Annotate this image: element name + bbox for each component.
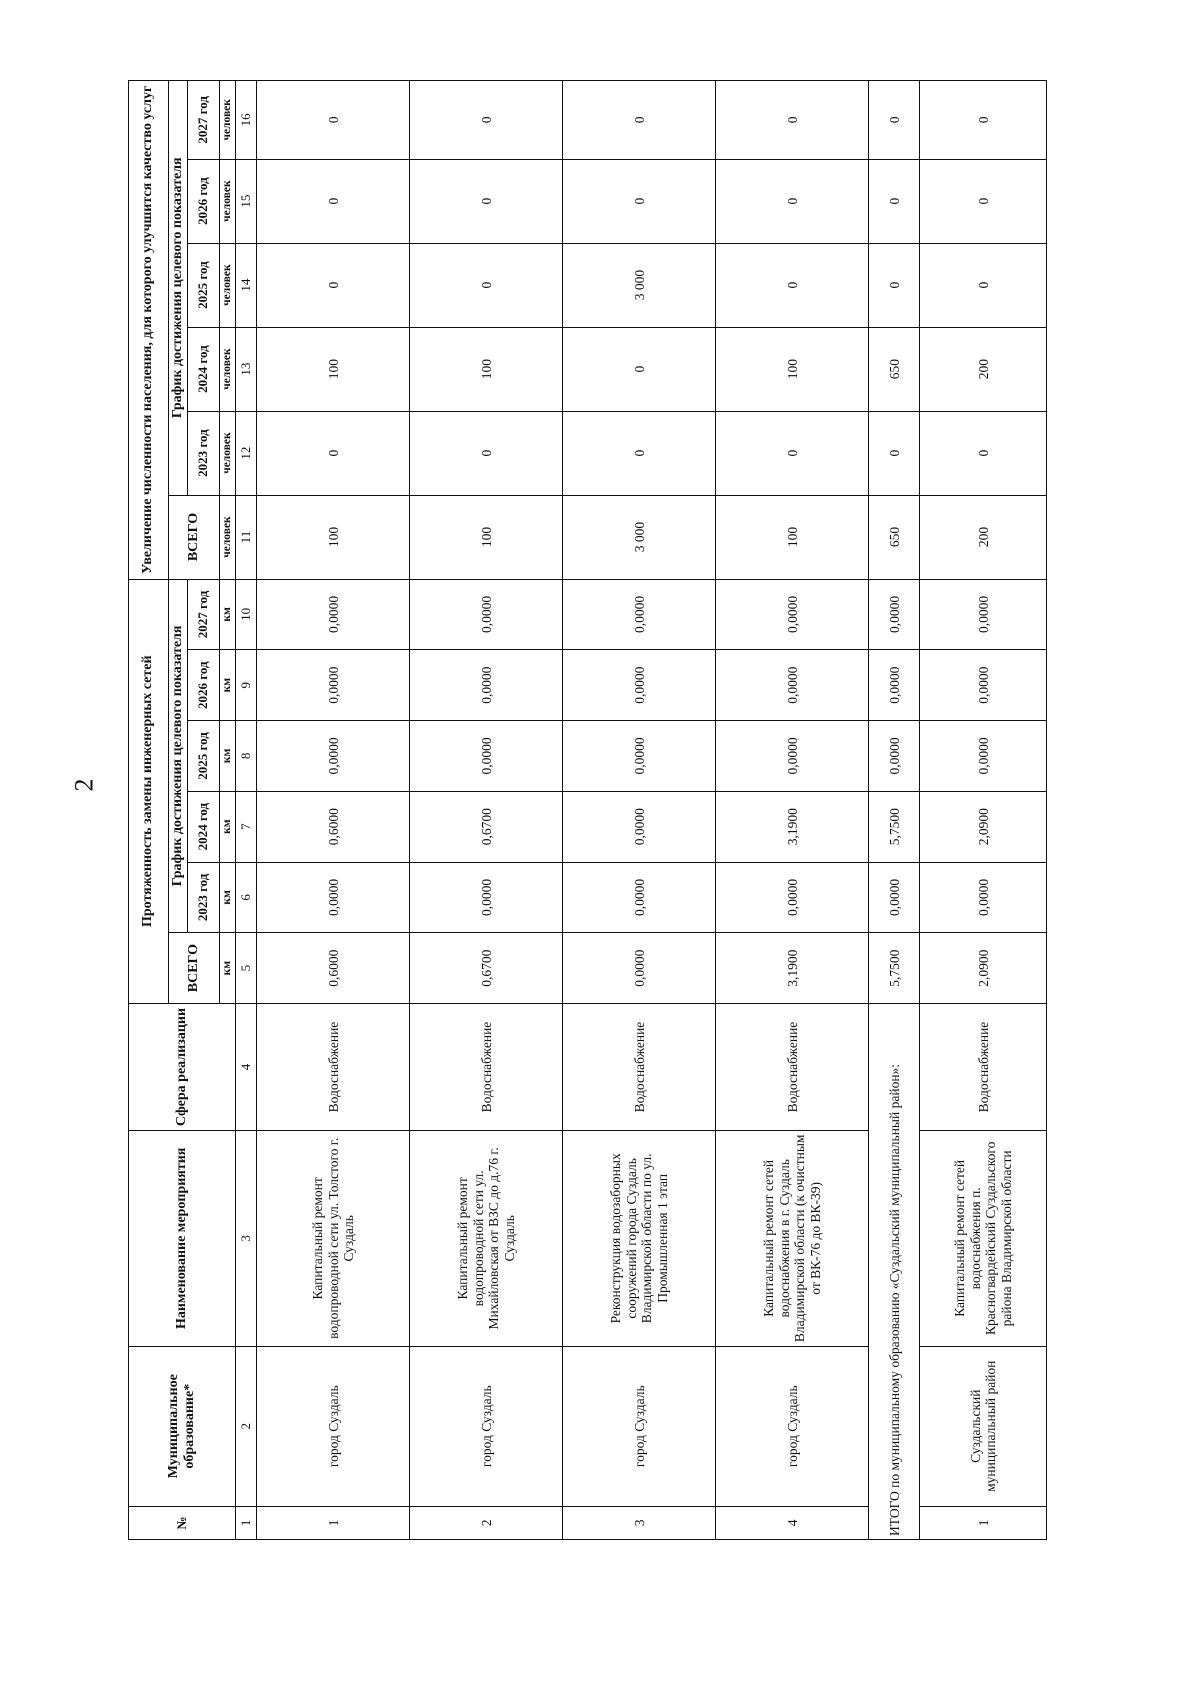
row-people-total: 100 bbox=[716, 495, 869, 579]
column-index: 14 bbox=[236, 243, 257, 327]
row-people-year: 100 bbox=[716, 327, 869, 411]
row-km-year: 2,0900 bbox=[920, 791, 1047, 862]
row-people-year: 100 bbox=[257, 327, 410, 411]
row-people-year: 0 bbox=[410, 411, 563, 495]
header-population-group: Увеличение численности населения, для которого улучшится качество услуг bbox=[129, 81, 169, 580]
header-year: 2023 год bbox=[188, 411, 220, 495]
header-year: 2026 год bbox=[188, 650, 220, 721]
row-municipality: город Суздаль bbox=[563, 1346, 716, 1506]
row-km-year: 0,0000 bbox=[257, 650, 410, 721]
header-municipality: Муниципальное образование* bbox=[129, 1346, 236, 1506]
row-km-year: 0,0000 bbox=[563, 721, 716, 792]
row-km-year: 0,0000 bbox=[257, 579, 410, 650]
unit-people: человек bbox=[220, 81, 236, 160]
row-km-year: 0,0000 bbox=[920, 579, 1047, 650]
total-km-year: 0,0000 bbox=[869, 721, 920, 792]
total-people-year: 0 bbox=[869, 159, 920, 243]
row-people-year: 3 000 bbox=[563, 243, 716, 327]
page-number: 2 bbox=[69, 778, 99, 792]
header-length-schedule: График достижения целевого показателя bbox=[169, 579, 188, 933]
row-num: 1 bbox=[920, 1506, 1047, 1539]
header-year: 2024 год bbox=[188, 327, 220, 411]
row-km-year: 0,0000 bbox=[410, 579, 563, 650]
row-people-total: 100 bbox=[257, 495, 410, 579]
row-people-year: 100 bbox=[410, 327, 563, 411]
row-event: Капитальный ремонт сетей водоснабжения п. Красногвардейский Суздальского района Владимирской области bbox=[920, 1131, 1047, 1347]
row-km-year: 3,1900 bbox=[716, 791, 869, 862]
row-people-year: 0 bbox=[563, 81, 716, 160]
header-length-group: Протяженность замены инженерных сетей bbox=[129, 579, 169, 1003]
row-km-year: 0,0000 bbox=[257, 862, 410, 933]
row-people-year: 0 bbox=[410, 159, 563, 243]
row-people-total: 100 bbox=[410, 495, 563, 579]
unit-people: человек bbox=[220, 159, 236, 243]
column-index: 16 bbox=[236, 81, 257, 160]
row-people-year: 0 bbox=[563, 327, 716, 411]
row-km-year: 0,0000 bbox=[563, 862, 716, 933]
total-people-year: 650 bbox=[869, 327, 920, 411]
row-km-year: 0,0000 bbox=[563, 791, 716, 862]
row-km-year: 0,0000 bbox=[563, 579, 716, 650]
column-index: 10 bbox=[236, 579, 257, 650]
row-people-year: 0 bbox=[257, 243, 410, 327]
row-people-year: 0 bbox=[563, 159, 716, 243]
row-km-year: 0,0000 bbox=[716, 862, 869, 933]
total-km: 5,7500 bbox=[869, 933, 920, 1004]
row-km-year: 0,0000 bbox=[410, 721, 563, 792]
row-people-year: 0 bbox=[920, 243, 1047, 327]
header-year: 2026 год bbox=[188, 159, 220, 243]
row-sphere: Водоснабжение bbox=[716, 1003, 869, 1130]
row-people-year: 0 bbox=[716, 243, 869, 327]
table-row bbox=[410, 81, 563, 1540]
row-people-year: 0 bbox=[716, 159, 869, 243]
column-index: 6 bbox=[236, 862, 257, 933]
row-km-year: 0,0000 bbox=[257, 721, 410, 792]
row-km-year: 0,6000 bbox=[257, 791, 410, 862]
total-km-year: 0,0000 bbox=[869, 650, 920, 721]
row-event: Реконструкция водозаборных сооружений города Суздаль Владимирской области по ул. Промышленная 1 этап bbox=[563, 1131, 716, 1347]
unit-km: км bbox=[220, 862, 236, 933]
row-km-total: 0,6700 bbox=[410, 933, 563, 1004]
column-index: 13 bbox=[236, 327, 257, 411]
header-year: 2027 год bbox=[188, 81, 220, 160]
column-index: 5 bbox=[236, 933, 257, 1004]
row-people-year: 0 bbox=[257, 411, 410, 495]
column-index: 4 bbox=[236, 1003, 257, 1130]
row-municipality: город Суздаль bbox=[716, 1346, 869, 1506]
row-event: Капитальный ремонт сетей водоснабжения в г. Суздаль Владимирской области (к очистным от ВК-76 до ВК-39) bbox=[716, 1131, 869, 1347]
row-people-year: 0 bbox=[716, 81, 869, 160]
total-label: ИТОГО по муниципальному образованию «Суздальский муниципальный район»: bbox=[869, 1003, 920, 1539]
column-index: 3 bbox=[236, 1131, 257, 1347]
header-event: Наименование мероприятия bbox=[129, 1131, 236, 1347]
row-km-total: 2,0900 bbox=[920, 933, 1047, 1004]
row-people-year: 0 bbox=[563, 411, 716, 495]
column-index: 8 bbox=[236, 721, 257, 792]
header-year: 2024 год bbox=[188, 791, 220, 862]
row-km-year: 0,6700 bbox=[410, 791, 563, 862]
row-km-year: 0,0000 bbox=[410, 862, 563, 933]
table-row bbox=[716, 81, 869, 1540]
rotated-table-container bbox=[128, 80, 1200, 1540]
row-people-year: 200 bbox=[920, 327, 1047, 411]
header-year: 2023 год bbox=[188, 862, 220, 933]
row-event: Капитальный ремонт водопроводной сети ул. Толстого г. Суздаль bbox=[257, 1131, 410, 1347]
row-km-total: 3,1900 bbox=[716, 933, 869, 1004]
row-km-year: 0,0000 bbox=[716, 650, 869, 721]
column-index: 11 bbox=[236, 495, 257, 579]
row-km-total: 0,0000 bbox=[563, 933, 716, 1004]
row-people-year: 0 bbox=[257, 81, 410, 160]
table-row bbox=[563, 81, 716, 1540]
header-length-total: ВСЕГО bbox=[169, 933, 220, 1004]
row-num: 2 bbox=[410, 1506, 563, 1539]
header-sphere: Сфера реализации bbox=[129, 1003, 236, 1130]
row-km-year: 0,0000 bbox=[716, 579, 869, 650]
unit-km: км bbox=[220, 721, 236, 792]
row-people-total: 3 000 bbox=[563, 495, 716, 579]
row-municipality: город Суздаль bbox=[410, 1346, 563, 1506]
row-num: 1 bbox=[257, 1506, 410, 1539]
row-num: 4 bbox=[716, 1506, 869, 1539]
row-people-year: 0 bbox=[920, 159, 1047, 243]
total-km-year: 0,0000 bbox=[869, 579, 920, 650]
unit-km: км bbox=[220, 579, 236, 650]
total-people-year: 0 bbox=[869, 411, 920, 495]
total-km-year: 0,0000 bbox=[869, 862, 920, 933]
table-row bbox=[257, 81, 410, 1540]
total-people-year: 0 bbox=[869, 81, 920, 160]
header-year: 2027 год bbox=[188, 579, 220, 650]
column-index: 15 bbox=[236, 159, 257, 243]
column-index: 1 bbox=[236, 1506, 257, 1539]
row-people-year: 0 bbox=[257, 159, 410, 243]
row-municipality: Суздальский муниципальный район bbox=[920, 1346, 1047, 1506]
column-index: 2 bbox=[236, 1346, 257, 1506]
row-sphere: Водоснабжение bbox=[410, 1003, 563, 1130]
column-index: 9 bbox=[236, 650, 257, 721]
unit-km: км bbox=[220, 791, 236, 862]
total-row bbox=[869, 81, 920, 1540]
row-people-year: 0 bbox=[920, 81, 1047, 160]
row-sphere: Водоснабжение bbox=[257, 1003, 410, 1130]
total-km-year: 5,7500 bbox=[869, 791, 920, 862]
row-km-year: 0,0000 bbox=[920, 650, 1047, 721]
unit-people: человек bbox=[220, 243, 236, 327]
row-municipality: город Суздаль bbox=[257, 1346, 410, 1506]
unit-people: человек bbox=[220, 411, 236, 495]
unit-km: км bbox=[220, 933, 236, 1004]
row-people-year: 0 bbox=[716, 411, 869, 495]
row-num: 3 bbox=[563, 1506, 716, 1539]
investment-table bbox=[128, 80, 1047, 1540]
header-num: № bbox=[129, 1506, 236, 1539]
total-people-year: 0 bbox=[869, 243, 920, 327]
column-index: 7 bbox=[236, 791, 257, 862]
row-people-total: 200 bbox=[920, 495, 1047, 579]
total-people: 650 bbox=[869, 495, 920, 579]
unit-km: км bbox=[220, 650, 236, 721]
header-people-schedule: График достижения целевого показателя bbox=[169, 81, 188, 496]
header-year: 2025 год bbox=[188, 243, 220, 327]
row-km-year: 0,0000 bbox=[920, 862, 1047, 933]
unit-people: человек bbox=[220, 495, 236, 579]
header-year: 2025 год bbox=[188, 721, 220, 792]
row-event: Капитальный ремонт водопроводной сети ул. Михайловская от ВЗС до д.76 г. Суздаль bbox=[410, 1131, 563, 1347]
header-people-total: ВСЕГО bbox=[169, 495, 220, 579]
unit-people: человек bbox=[220, 327, 236, 411]
row-sphere: Водоснабжение bbox=[563, 1003, 716, 1130]
column-index-row bbox=[236, 81, 257, 1540]
row-people-year: 0 bbox=[410, 243, 563, 327]
row-km-year: 0,0000 bbox=[716, 721, 869, 792]
table-row bbox=[920, 81, 1047, 1540]
row-people-year: 0 bbox=[410, 81, 563, 160]
row-people-year: 0 bbox=[920, 411, 1047, 495]
row-sphere: Водоснабжение bbox=[920, 1003, 1047, 1130]
row-km-year: 0,0000 bbox=[563, 650, 716, 721]
row-km-total: 0,6000 bbox=[257, 933, 410, 1004]
row-km-year: 0,0000 bbox=[410, 650, 563, 721]
column-index: 12 bbox=[236, 411, 257, 495]
row-km-year: 0,0000 bbox=[920, 721, 1047, 792]
